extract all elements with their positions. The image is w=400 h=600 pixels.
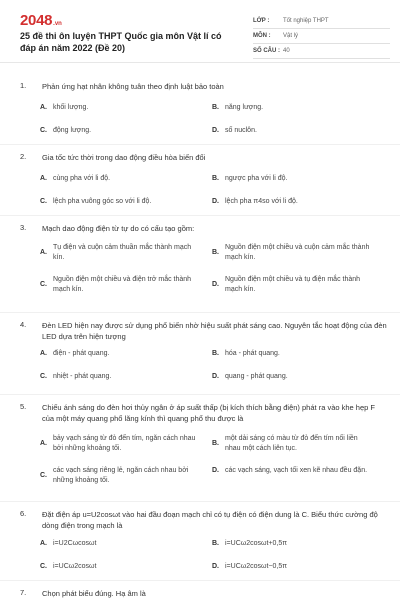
option-a[interactable] xyxy=(40,103,198,113)
question-number: 3. xyxy=(20,223,27,232)
meta-key: SỐ CÂU : xyxy=(253,48,280,54)
meta-row-count xyxy=(253,44,390,59)
option-text: năng lượng. xyxy=(225,104,264,111)
option-letter: A. xyxy=(40,175,47,182)
option-letter: D. xyxy=(212,281,219,288)
option-letter: D. xyxy=(212,373,219,380)
option-d[interactable] xyxy=(212,372,370,382)
question-number: 1. xyxy=(20,81,27,90)
site-logo[interactable] xyxy=(20,12,62,29)
option-b[interactable] xyxy=(212,434,370,454)
meta-row-subject xyxy=(253,29,390,44)
divider xyxy=(0,501,400,502)
meta-key: LỚP : xyxy=(253,18,270,24)
divider xyxy=(0,215,400,216)
option-a[interactable] xyxy=(40,243,198,263)
option-text: khối lượng. xyxy=(53,104,89,111)
question-text: Gia tốc tức thời trong dao động điều hòa biến đổi xyxy=(42,153,206,162)
option-letter: B. xyxy=(212,440,219,447)
option-text: cùng pha với li độ. xyxy=(53,175,111,182)
question-number: 2. xyxy=(20,152,27,161)
question-number: 6. xyxy=(20,509,27,518)
option-c[interactable] xyxy=(40,275,198,295)
option-c[interactable] xyxy=(40,126,198,136)
question-text: Mạch dao động điện từ tự do có cấu tạo gồm: xyxy=(42,224,195,233)
option-text: i=UCω2cosωt xyxy=(53,563,97,570)
option-b[interactable] xyxy=(212,103,370,113)
logo-tld: .vn xyxy=(53,21,62,27)
question-text: Chọn phát biểu đúng. Hạ âm là xyxy=(42,589,146,598)
option-a[interactable] xyxy=(40,174,198,184)
option-text: động lượng. xyxy=(53,127,92,134)
question-text: Chiếu ánh sáng do đèn hơi thủy ngân ở áp suất thấp (bị kích thích bằng điện) phát ra vào khe hẹp F của một máy quang phổ lăng kính thì quang phổ thu được là xyxy=(42,403,375,423)
option-letter: A. xyxy=(40,540,47,547)
option-letter: C. xyxy=(40,281,47,288)
meta-value: 40 xyxy=(283,48,290,54)
option-letter: A. xyxy=(40,249,47,256)
divider xyxy=(0,144,400,145)
option-letter: D. xyxy=(212,563,219,570)
option-text: quang - phát quang. xyxy=(225,373,288,380)
option-letter: D. xyxy=(212,467,219,474)
option-letter: C. xyxy=(40,472,47,479)
option-c[interactable] xyxy=(40,372,198,382)
option-letter: C. xyxy=(40,373,47,380)
option-letter: A. xyxy=(40,440,47,447)
option-text: bảy vạch sáng từ đỏ đến tím, ngăn cách nhau bởi những khoảng tối. xyxy=(53,435,196,452)
option-text: điện - phát quang. xyxy=(53,350,110,357)
option-letter: D. xyxy=(212,127,219,134)
option-letter: B. xyxy=(212,249,219,256)
divider xyxy=(0,394,400,395)
option-text: lệch pha π4so với li độ. xyxy=(225,198,298,205)
option-text: i=UCω2cosωt−0,5π xyxy=(225,563,288,570)
option-letter: B. xyxy=(212,350,219,357)
option-letter: B. xyxy=(212,175,219,182)
option-b[interactable] xyxy=(212,349,370,359)
option-text: hóa - phát quang. xyxy=(225,350,280,357)
meta-value: Vật lý xyxy=(283,33,299,39)
page-title: 25 đề thi ôn luyện THPT Quốc gia môn Vật lí có đáp án năm 2022 (Đề 20) xyxy=(20,31,222,53)
option-text: lệch pha vuông góc so với li độ. xyxy=(53,198,152,205)
divider xyxy=(0,580,400,581)
question-text: Đèn LED hiện nay được sử dụng phổ biến nhờ hiệu suất phát sáng cao. Nguyên tắc hoạt động của đèn LED dựa trên hiện tượng xyxy=(42,321,387,341)
meta-row-class xyxy=(253,14,390,29)
option-letter: A. xyxy=(40,104,47,111)
logo-number: 2048 xyxy=(20,12,53,29)
option-d[interactable] xyxy=(212,126,370,136)
option-text: số nuclôn. xyxy=(225,127,257,134)
option-d[interactable] xyxy=(212,275,370,295)
option-letter: B. xyxy=(212,540,219,547)
option-text: Tụ điện và cuộn cảm thuần mắc thành mạch kín. xyxy=(53,244,192,261)
option-b[interactable] xyxy=(212,539,370,549)
option-letter: C. xyxy=(40,563,47,570)
question-number: 5. xyxy=(20,402,27,411)
option-c[interactable] xyxy=(40,466,198,486)
header xyxy=(0,0,400,63)
option-text: Nguồn điện một chiều và cuộn cảm mắc thành mạch kín. xyxy=(225,244,370,261)
option-b[interactable] xyxy=(212,243,370,263)
option-letter: C. xyxy=(40,198,47,205)
option-text: các vạch sáng, vạch tối xen kẽ nhau đều đặn. xyxy=(225,467,368,474)
option-b[interactable] xyxy=(212,174,370,184)
option-d[interactable] xyxy=(212,197,370,207)
question-number: 4. xyxy=(20,320,27,329)
meta-key: MÔN : xyxy=(253,33,271,39)
option-text: một dải sáng có màu từ đỏ đến tím nối liền nhau một cách liên tục. xyxy=(225,435,358,452)
option-text: Nguồn điện một chiều và tụ điện mắc thành mạch kín. xyxy=(225,276,361,293)
question-number: 7. xyxy=(20,588,27,597)
option-c[interactable] xyxy=(40,197,198,207)
meta-value: Tốt nghiệp THPT xyxy=(283,18,329,24)
question-text: Phản ứng hạt nhân không tuân theo định luật bảo toàn xyxy=(42,82,224,91)
option-a[interactable] xyxy=(40,539,198,549)
option-text: i=U2Cωcosωt xyxy=(53,540,97,547)
option-text: các vạch sáng riêng lẻ, ngăn cách nhau bởi những khoảng tối. xyxy=(53,467,189,484)
option-letter: C. xyxy=(40,127,47,134)
divider xyxy=(0,312,400,313)
option-a[interactable] xyxy=(40,434,198,454)
option-a[interactable] xyxy=(40,349,198,359)
option-text: Nguồn điện một chiều và điện trở mắc thành mạch kín. xyxy=(53,276,192,293)
meta-panel xyxy=(253,14,390,59)
option-c[interactable] xyxy=(40,562,198,572)
option-text: ngược pha với li độ. xyxy=(225,175,288,182)
option-d[interactable] xyxy=(212,562,370,572)
option-letter: D. xyxy=(212,198,219,205)
option-d[interactable] xyxy=(212,466,370,476)
option-letter: B. xyxy=(212,104,219,111)
option-letter: A. xyxy=(40,350,47,357)
question-text: Đặt điện áp u=U2cosωt vào hai đầu đoạn mạch chỉ có tụ điện có điện dung là C. Biểu thức cường độ dòng điện trong mạch là xyxy=(42,510,378,530)
option-text: i=UCω2cosωt+0,5π xyxy=(225,540,288,547)
option-text: nhiệt - phát quang. xyxy=(53,373,112,380)
